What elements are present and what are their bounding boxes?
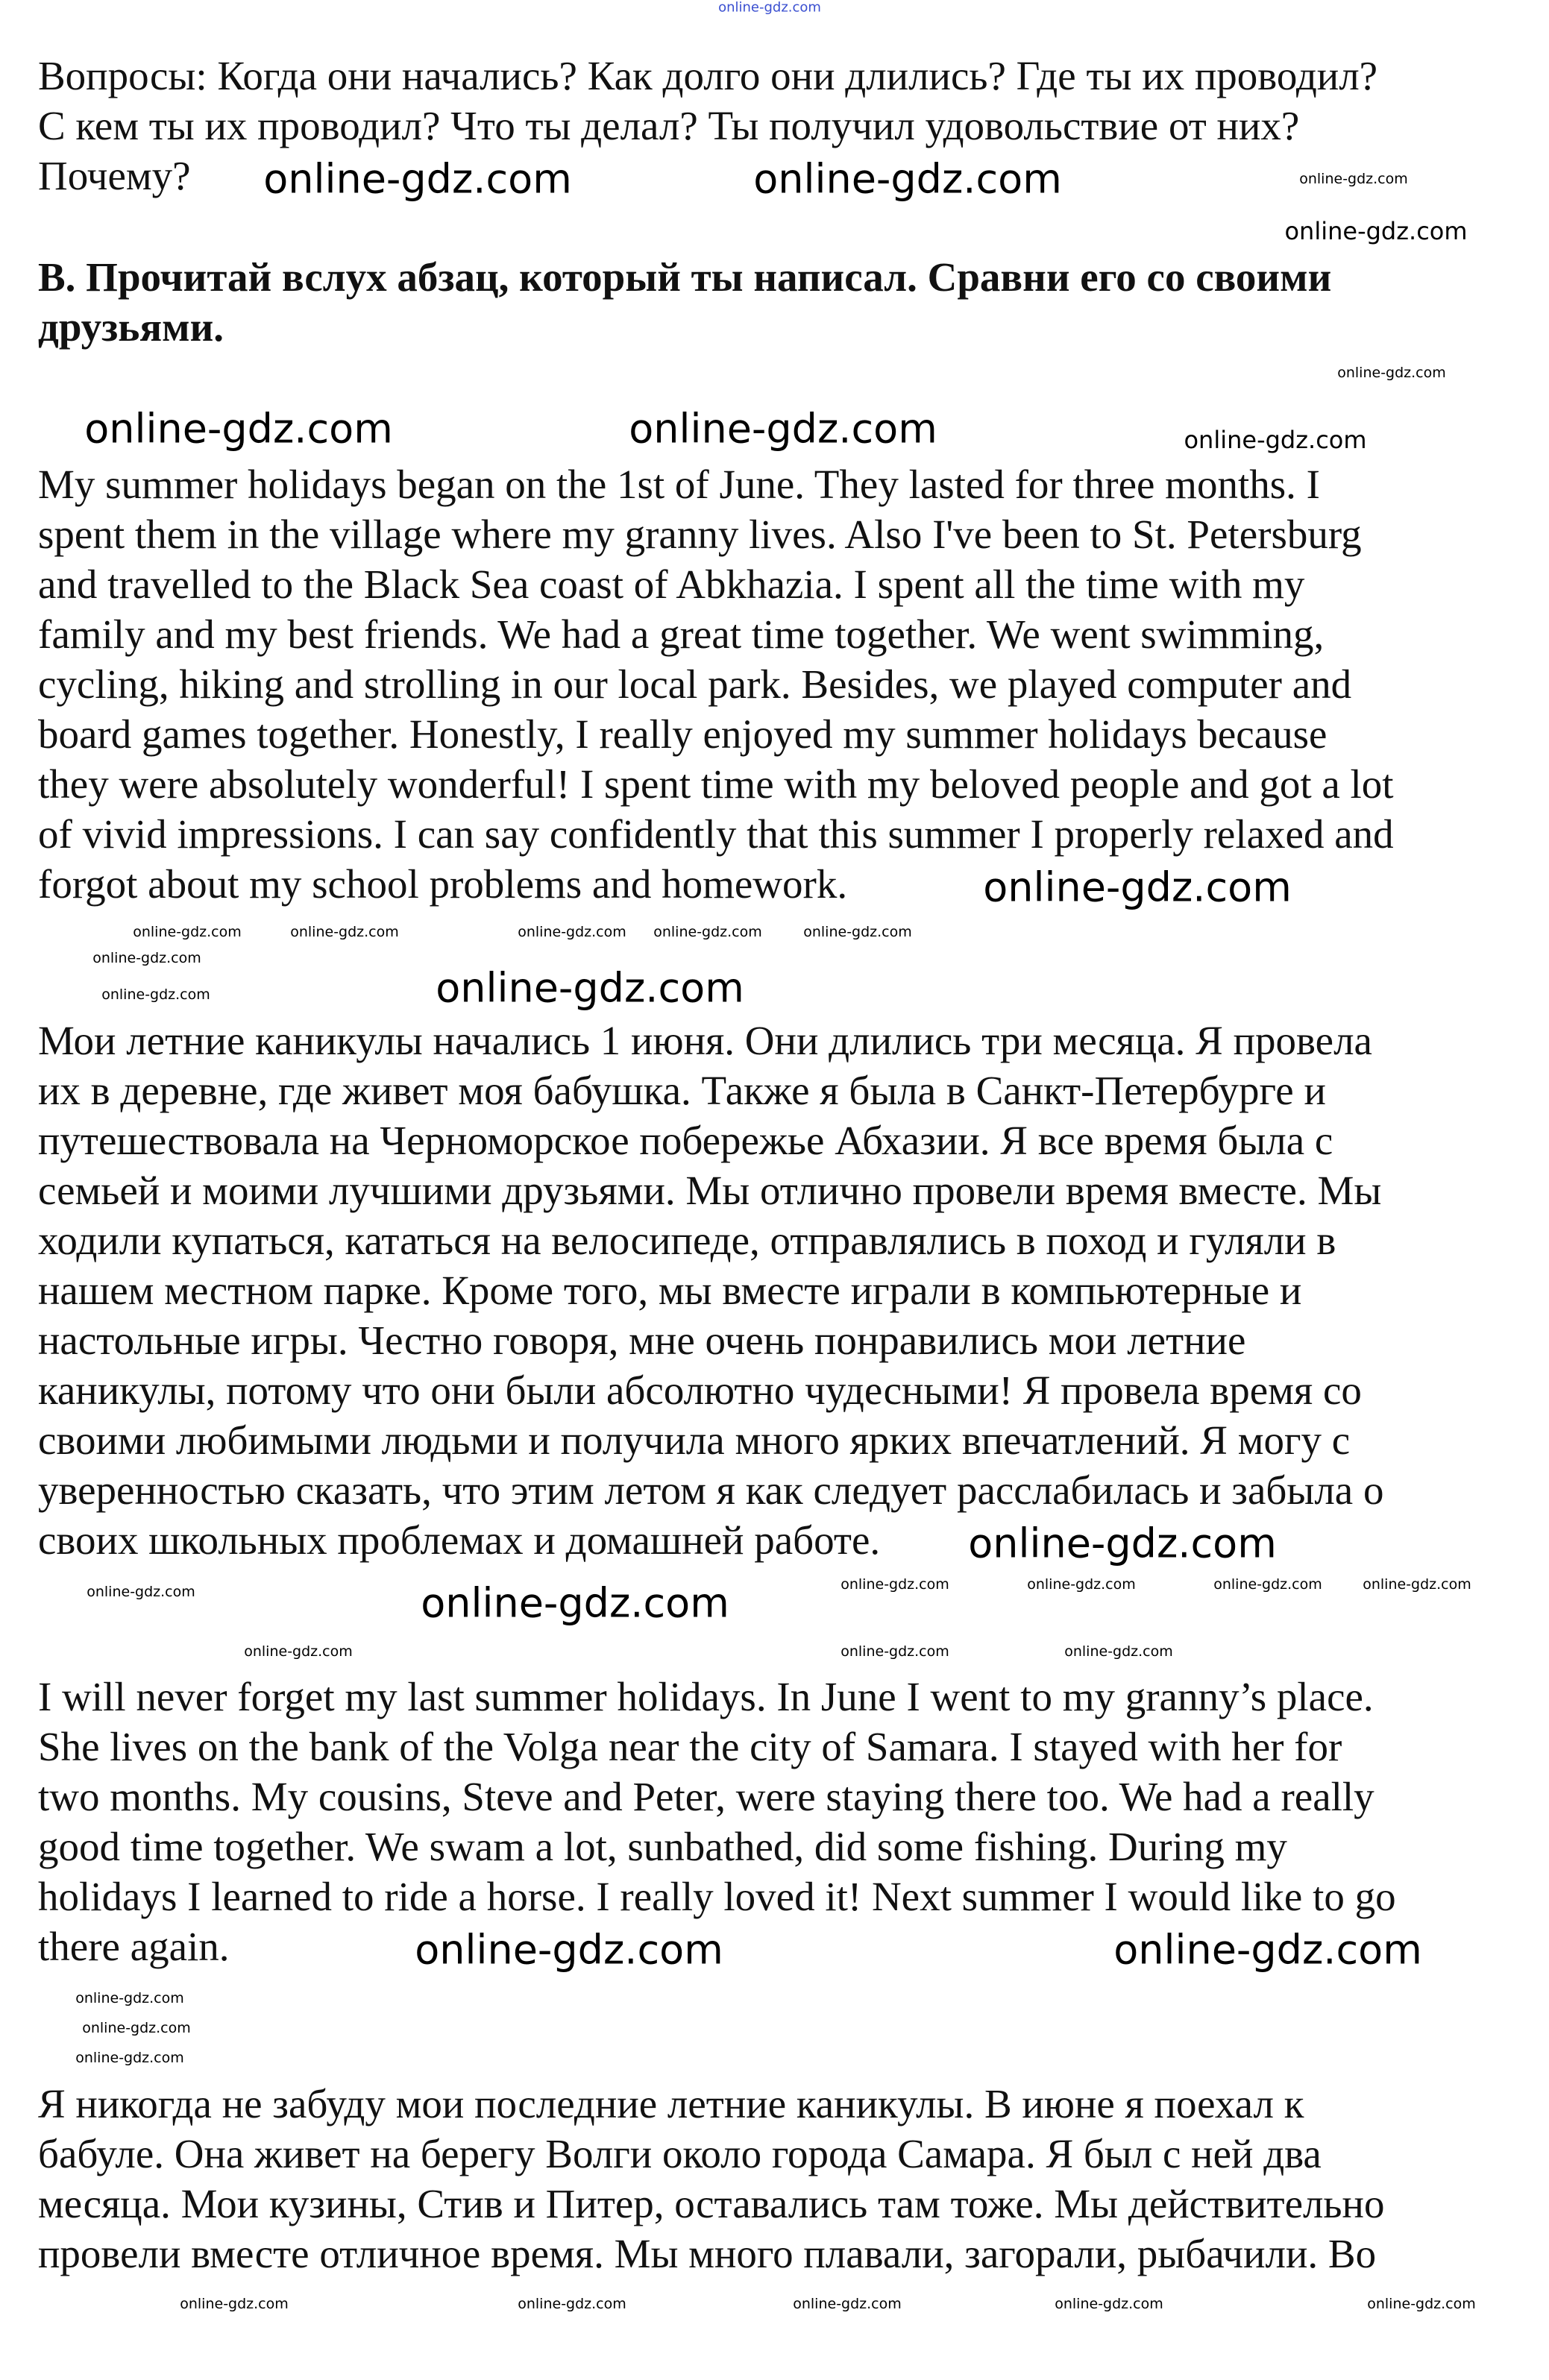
text-line: two months. My cousins, Steve and Peter, were staying there too. We had a really [38,1774,1374,1819]
text-line: Вопросы: Когда они начались? Как долго они длились? Где ты их проводил? [38,53,1378,98]
text-line: cycling, hiking and strolling in our local park. Besides, we played computer and [38,661,1352,707]
text-line: there again. [38,1924,230,1969]
watermark: online-gdz.com [415,1926,723,1974]
watermark: online-gdz.com [87,1584,195,1600]
watermark: online-gdz.com [75,1990,184,2006]
text-line: they were absolutely wonderful! I spent time with my beloved people and got a lot [38,761,1394,807]
text-line: family and my best friends. We had a great time together. We went swimming, [38,611,1325,657]
text-line: своими любимыми людьми и получила много ярких впечатлений. Я могу с [38,1417,1351,1463]
text-line: Мои летние каникулы начались 1 июня. Они длились три месяца. Я провела [38,1018,1372,1063]
text-line: My summer holidays began on the 1st of June. They lasted for three months. I [38,462,1320,507]
text-line: B. Прочитай вслух абзац, который ты написал. Сравни его со своими [38,254,1332,300]
text-line: of vivid impressions. I can say confidently that this summer I properly relaxed and [38,811,1394,857]
watermark: online-gdz.com [263,155,572,203]
text-line: ходили купаться, кататься на велосипеде, отправлялись в поход и гуляли в [38,1218,1336,1263]
watermark: online-gdz.com [518,924,626,940]
watermark: online-gdz.com [983,863,1292,911]
watermark: online-gdz.com [1337,365,1446,381]
watermark: online-gdz.com [1213,1576,1322,1593]
watermark: online-gdz.com [1363,1576,1471,1593]
text-line: She lives on the bank of the Volga near the city of Samara. I stayed with her for [38,1724,1342,1769]
text-line: С кем ты их проводил? Что ты делал? Ты получил удовольствие от них? [38,103,1300,148]
watermark: online-gdz.com [718,0,821,16]
watermark: online-gdz.com [803,924,912,940]
text-line: board games together. Honestly, I really enjoyed my summer holidays because [38,711,1328,757]
watermark: online-gdz.com [92,950,201,966]
watermark: online-gdz.com [1367,2296,1476,2312]
text-line: провели вместе отличное время. Мы много плавали, загорали, рыбачили. Во [38,2231,1377,2276]
watermark: online-gdz.com [841,1643,949,1660]
watermark: online-gdz.com [290,924,399,940]
text-line: каникулы, потому что они были абсолютно чудесными! Я провела время со [38,1367,1362,1413]
text-line: семьей и моими лучшими друзьями. Мы отлично провели время вместе. Мы [38,1168,1382,1213]
text-line: настольные игры. Честно говоря, мне очень понравились мои летние [38,1318,1246,1363]
watermark: online-gdz.com [968,1520,1277,1567]
watermark: online-gdz.com [82,2020,191,2036]
watermark: online-gdz.com [629,405,937,453]
text-line: их в деревне, где живет моя бабушка. Также я была в Санкт-Петербурге и [38,1068,1326,1113]
watermark: online-gdz.com [1055,2296,1163,2312]
watermark: online-gdz.com [84,405,393,453]
watermark: online-gdz.com [1113,1926,1422,1974]
watermark: online-gdz.com [841,1576,949,1593]
watermark: online-gdz.com [180,2296,289,2312]
watermark: online-gdz.com [1299,171,1408,187]
text-line: Почему? [38,153,191,198]
text-line: I will never forget my last summer holidays. In June I went to my granny’s place. [38,1674,1374,1719]
watermark: online-gdz.com [133,924,242,940]
watermark: online-gdz.com [436,964,744,1012]
text-line: месяца. Мои кузины, Стив и Питер, оставались там тоже. Мы действительно [38,2181,1385,2226]
watermark: online-gdz.com [653,924,762,940]
text-line: and travelled to the Black Sea coast of Abkhazia. I spent all the time with my [38,561,1305,607]
watermark: online-gdz.com [244,1643,353,1660]
watermark: online-gdz.com [1284,217,1468,245]
watermark: online-gdz.com [518,2296,626,2312]
watermark: online-gdz.com [75,2050,184,2066]
text-line: forgot about my school problems and homework. [38,861,848,907]
watermark: online-gdz.com [421,1579,729,1627]
text-line: good time together. We swam a lot, sunbathed, did some fishing. During my [38,1824,1287,1869]
text-line: spent them in the village where my granny lives. Also I've been to St. Petersburg [38,511,1362,557]
text-line: своих школьных проблемах и домашней работе. [38,1517,881,1563]
watermark: online-gdz.com [1184,426,1367,454]
watermark: online-gdz.com [753,155,1062,203]
text-line: путешествовала на Черноморское побережье Абхазии. Я все время была с [38,1118,1333,1163]
text-line: друзьями. [38,304,224,350]
watermark: online-gdz.com [1064,1643,1173,1660]
text-line: Я никогда не забуду мои последние летние каникулы. В июне я поехал к [38,2081,1304,2126]
watermark: online-gdz.com [101,986,210,1003]
text-line: holidays I learned to ride a horse. I really loved it! Next summer I would like to go [38,1874,1396,1919]
text-line: нашем местном парке. Кроме того, мы вместе играли в компьютерные и [38,1268,1302,1313]
text-line: уверенностью сказать, что этим летом я как следует расслабилась и забыла о [38,1467,1384,1513]
text-line: бабуле. Она живет на берегу Волги около города Самара. Я был с ней два [38,2131,1322,2176]
watermark: online-gdz.com [793,2296,902,2312]
watermark: online-gdz.com [1027,1576,1136,1593]
